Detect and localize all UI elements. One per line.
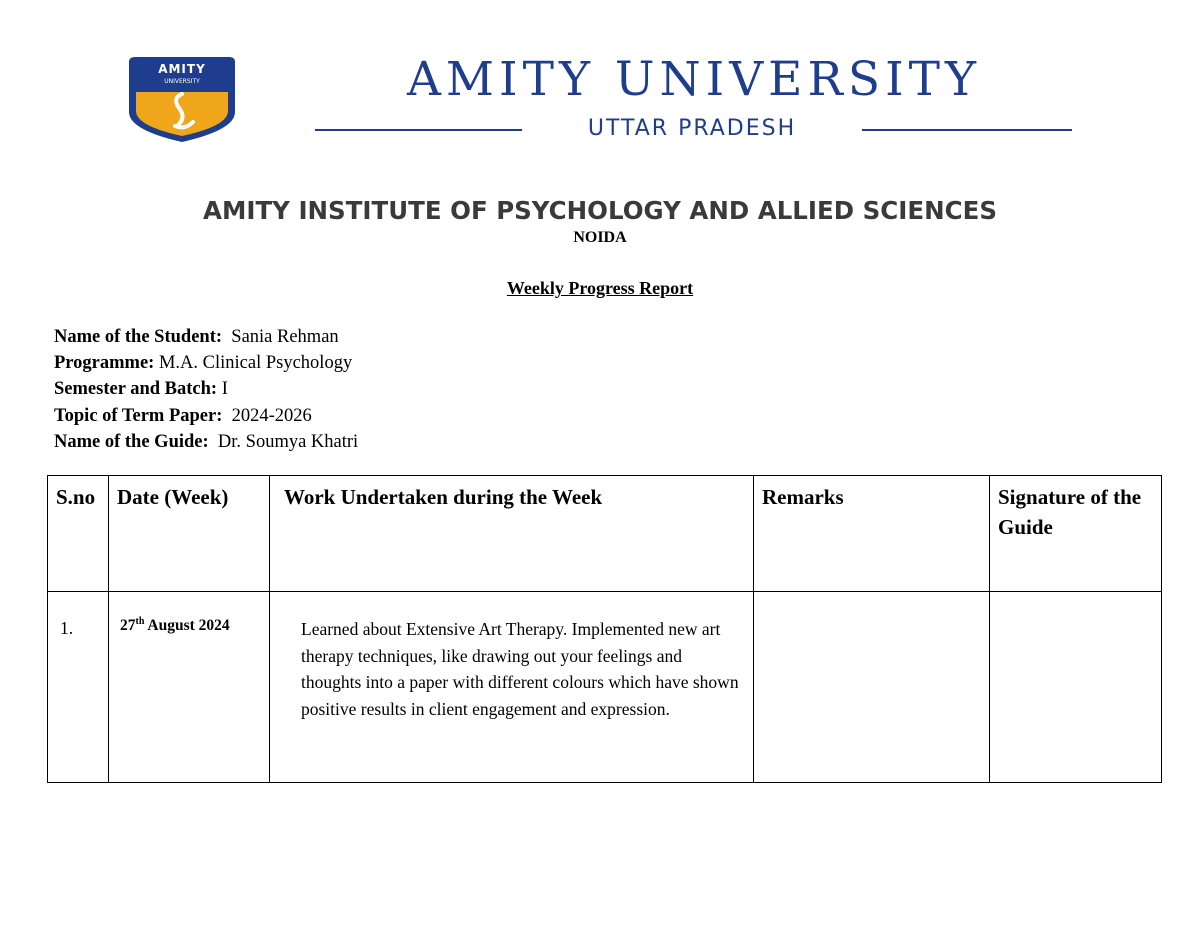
- row-sno: 1.: [48, 592, 109, 783]
- university-name: AMITY UNIVERSITY: [406, 52, 982, 107]
- topic-row: [54, 403, 358, 429]
- header-date: Date (Week): [109, 476, 270, 592]
- institute-name: AMITY INSTITUTE OF PSYCHOLOGY AND ALLIED SCIENCES: [203, 196, 997, 225]
- university-state: UTTAR PRADESH: [587, 116, 797, 141]
- header-sno: S.no: [48, 476, 109, 592]
- semester-value: I: [221, 379, 228, 400]
- header-rule-right: [862, 129, 1072, 131]
- svg-text:UNIVERSITY: UNIVERSITY: [164, 78, 200, 85]
- svg-text:AMITY: AMITY: [158, 62, 206, 76]
- programme-label: Programme:: [54, 353, 155, 374]
- header-remarks: Remarks: [754, 476, 990, 592]
- header-work: Work Undertaken during the Week: [270, 476, 754, 592]
- student-name-row: [54, 324, 358, 350]
- programme-row: [54, 350, 358, 376]
- topic-value: 2024-2026: [231, 405, 312, 426]
- programme-value: M.A. Clinical Psychology: [158, 353, 353, 374]
- report-title: Weekly Progress Report: [506, 278, 694, 298]
- row-date: [109, 592, 270, 783]
- table-header-row: [48, 476, 1162, 592]
- row-work: Learned about Extensive Art Therapy. Implemented new art therapy techniques, like drawing out your feelings and thoughts into a paper with different colours which have shown positive results in client engagement and expression.: [270, 592, 754, 783]
- student-name-value: Sania Rehman: [231, 327, 339, 347]
- semester-label: Semester and Batch:: [54, 379, 218, 400]
- row-remarks: [754, 592, 990, 783]
- row-signature: [990, 592, 1162, 783]
- student-name-label: Name of the Student:: [54, 327, 223, 347]
- row-date-day: 27: [120, 617, 136, 635]
- guide-row: [54, 429, 358, 455]
- university-logo: [127, 56, 237, 144]
- topic-label: Topic of Term Paper:: [54, 405, 223, 426]
- guide-label: Name of the Guide:: [54, 431, 209, 452]
- row-date-suffix: th: [135, 616, 145, 627]
- semester-row: [54, 376, 358, 402]
- header-signature: Signature of the Guide: [990, 476, 1162, 592]
- guide-value: Dr. Soumya Khatri: [217, 431, 359, 452]
- student-details: [54, 324, 358, 455]
- institute-city: NOIDA: [573, 229, 627, 246]
- table-row: [48, 592, 1162, 783]
- header-rule-left: [315, 129, 522, 131]
- progress-table: [47, 475, 1162, 783]
- row-date-rest: August 2024: [144, 617, 230, 635]
